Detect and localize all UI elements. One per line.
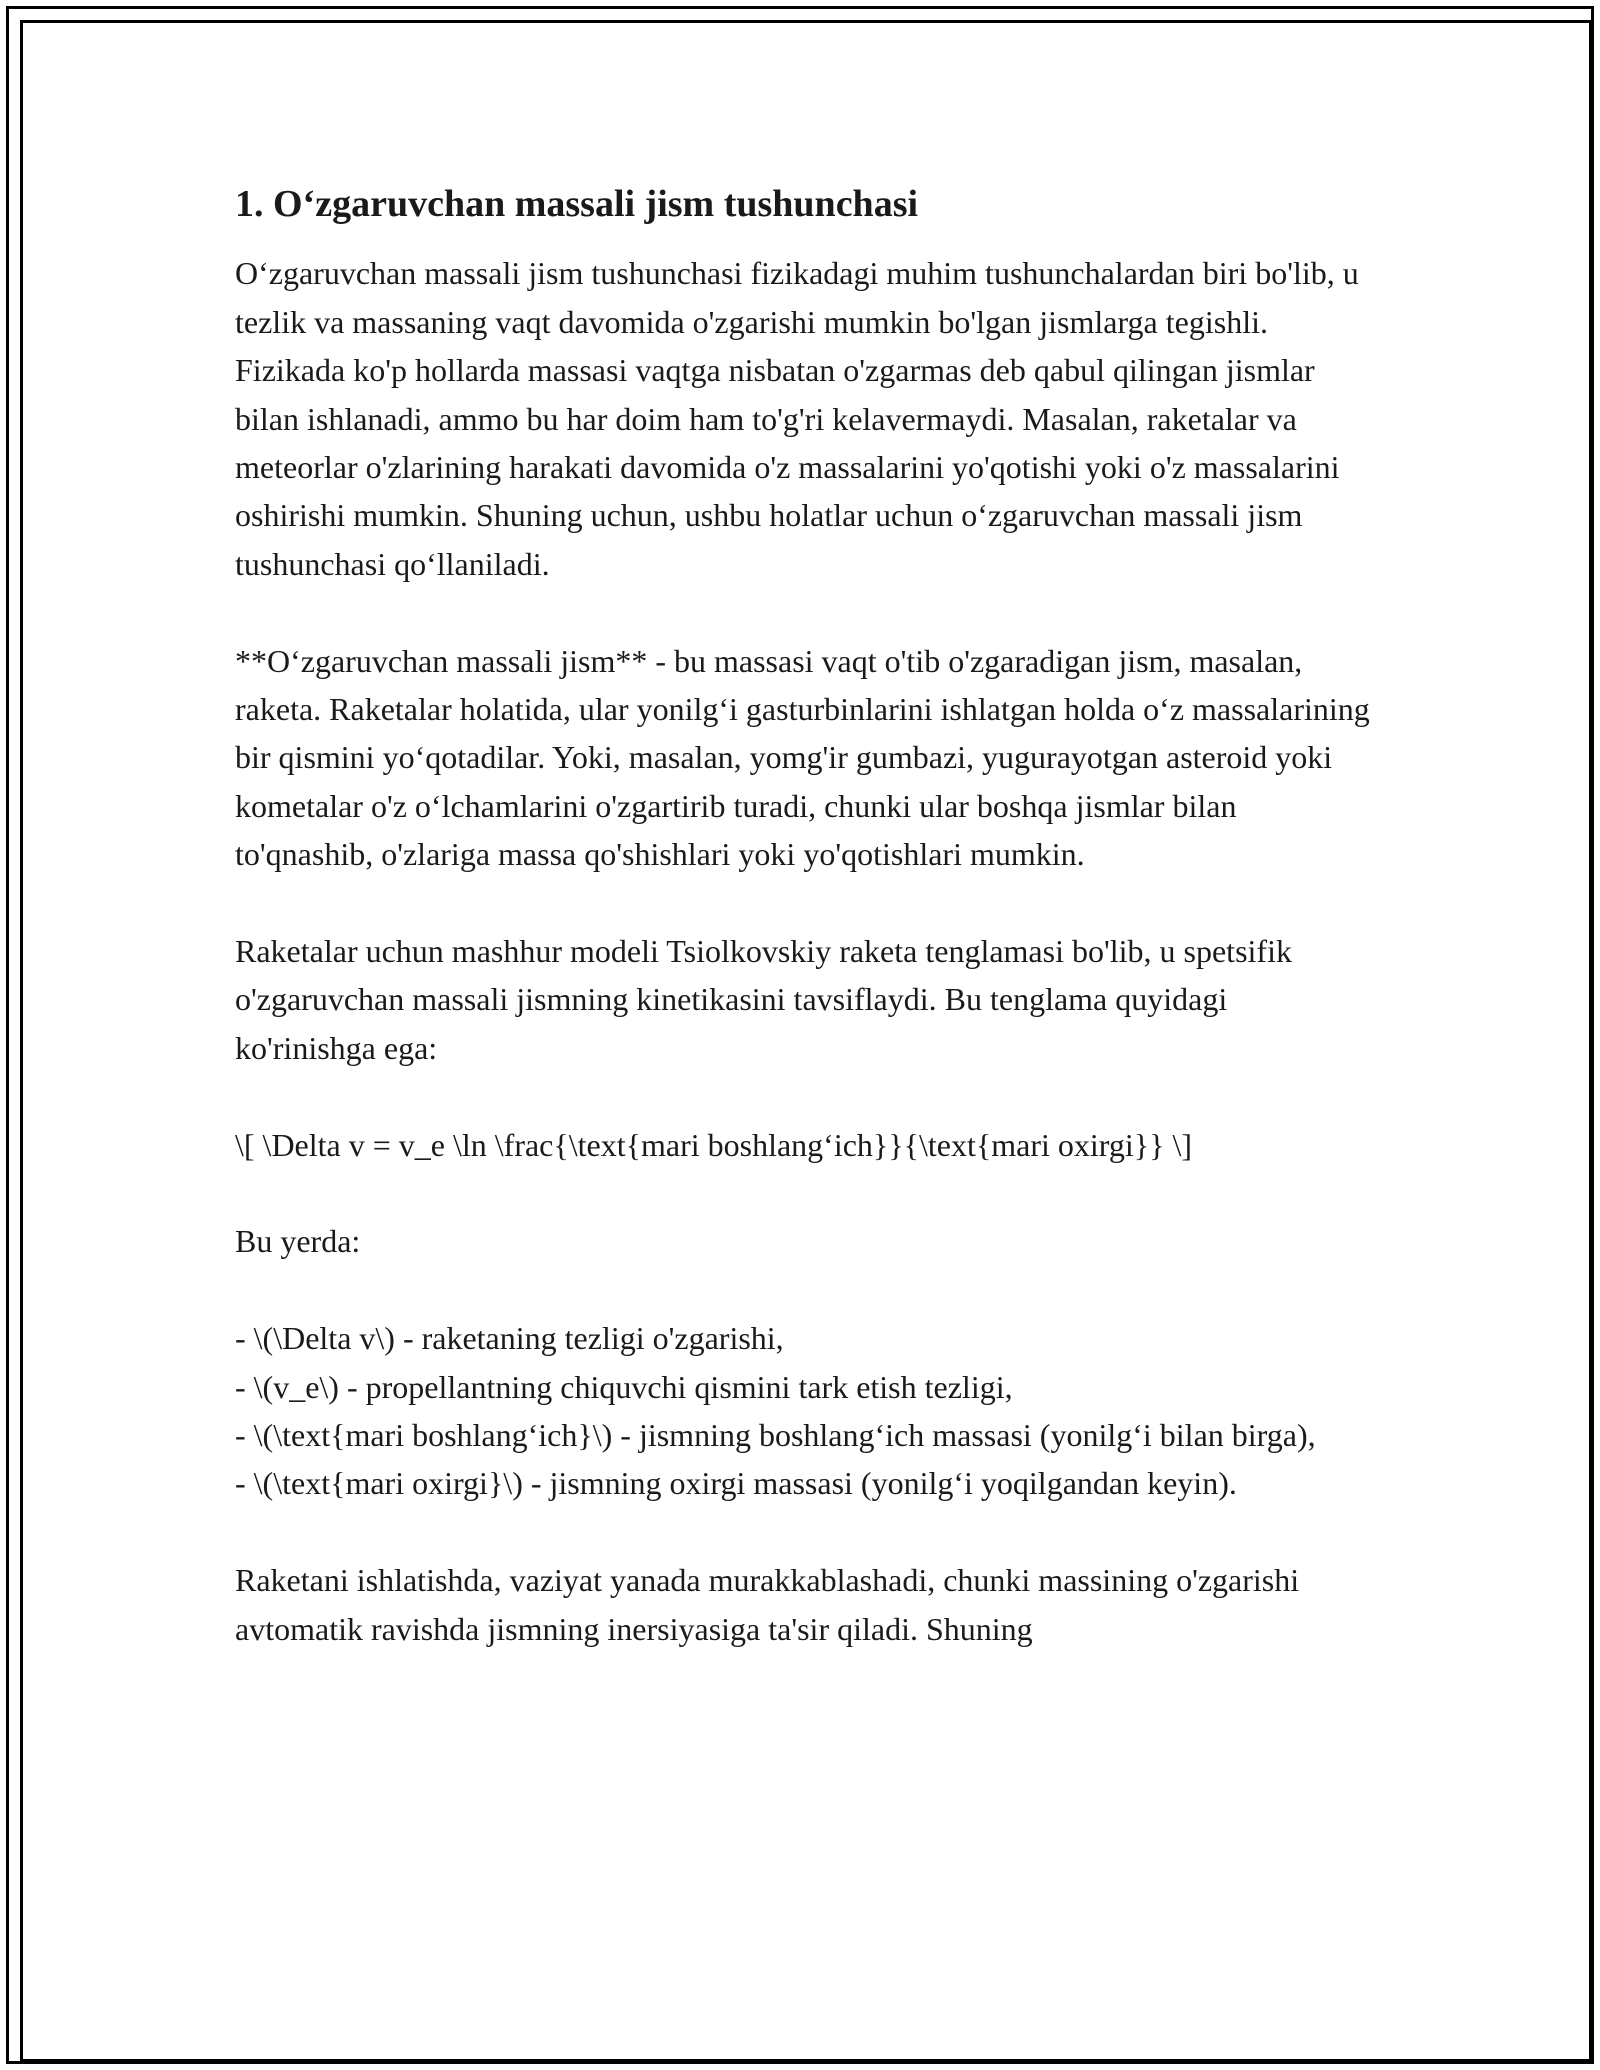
tsiolkovsky-paragraph: Raketalar uchun mashhur modeli Tsiolkovskiy raketa tenglamasi bo'lib, u spetsifik o'zgaruvchan massali jismning kinetikasini tavsiflaydi. Bu tenglama quyidagi ko'rinishga ega: [235,933,1300,1066]
intro-paragraph: O‘zgaruvchan massali jism tushunchasi fizikadagi muhim tushunchalardan biri bo'lib, u tezlik va massaning vaqt davomida o'zgarishi mumkin bo'lgan jismlarga tegishli. Fizikada ko'p hollarda massasi vaqtga nisbatan o'zgarmas deb qabul qilingan jismlar bilan ishlanadi, ammo bu har doim ham to'g'ri kelavermaydi. Masalan, raketalar va meteorlar o'zlarining harakati davomida o'z massalarini yo'qotishi yoki o'z massalarini oshirishi mumkin. Shuning uchun, ushbu holatlar uchun o‘zgaruvchan massali jism tushunchasi qo‘llaniladi. [235,255,1367,582]
closing-paragraph: Raketani ishlatishda, vaziyat yanada murakkablashadi, chunki massining o'zgarishi avtomatik ravishda jismning inersiyasiga ta'sir qiladi. Shuning [235,1562,1308,1647]
section-title: 1. O‘zgaruvchan massali jism tushunchasi [235,183,919,225]
variable-list [235,1314,1375,1508]
where-label: Bu yerda: [235,1223,361,1260]
list-item: - \(\text{mari oxirgi}\) - jismning oxirgi massasi (yonilg‘i yoqilgandan keyin). [235,1465,1237,1502]
equation-text: \[ \Delta v = v_e \ln \frac{\text{mari boshlang‘ich}}{\text{mari oxirgi}} \] [235,1126,1192,1163]
list-item: - \(v_e\) - propellantning chiquvchi qismini tark etish tezligi, [235,1368,1013,1405]
document-body [235,180,1378,1701]
list-item: - \(\text{mari boshlang‘ich}\) - jismning boshlang‘ich massasi (yonilg‘i bilan birga), [235,1417,1316,1454]
definition-paragraph: **O‘zgaruvchan massali jism** - bu massasi vaqt o'tib o'zgaradigan jism, masalan, raketa. Raketalar holatida, ular yonilg‘i gasturbinlarini ishlatgan holda o‘z massalarining bir qismini yo‘qotadilar. Yoki, masalan, yomg'ir gumbazi, yugurayotgan asteroid yoki kometalar o'z o‘lchamlarini o'zgartirib turadi, chunki ular boshqa jismlar bilan to'qnashib, o'zlariga massa qo'shishlari yoki yo'qotishlari mumkin. [235,642,1378,873]
list-item: - \(\Delta v\) - raketaning tezligi o'zgarishi, [235,1320,784,1357]
